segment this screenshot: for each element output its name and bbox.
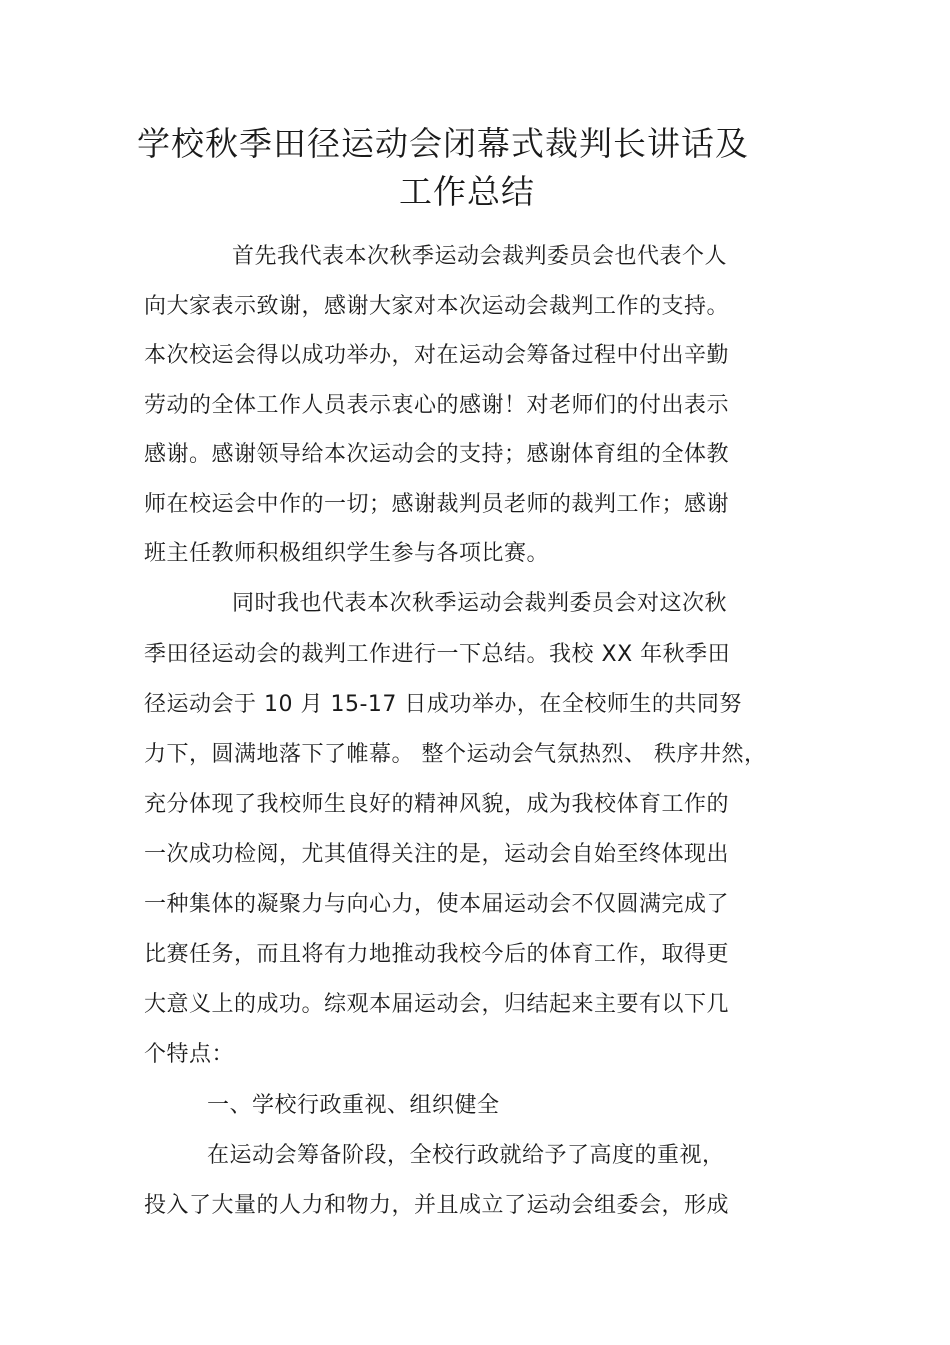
paragraph-2-line-3: 径运动会于 10 月 15-17 日成功举办，在全校师生的共同努 <box>144 692 742 717</box>
paragraph-1-line-5: 感谢。感谢领导给本次运动会的支持；感谢体育组的全体教 <box>144 442 730 467</box>
paragraph-1-line-6: 师在校运会中作的一切；感谢裁判员老师的裁判工作；感谢 <box>144 492 730 517</box>
paragraph-2-line-1: 同时我也代表本次秋季运动会裁判委员会对这次秋 <box>232 591 728 616</box>
paragraph-1-line-4: 劳动的全体工作人员表示衷心的感谢！对老师们的付出表示 <box>144 393 730 418</box>
paragraph-2-line-6: 一次成功检阅，尤其值得关注的是，运动会自始至终体现出 <box>144 842 730 867</box>
paragraph-1-line-1: 首先我代表本次秋季运动会裁判委员会也代表个人 <box>232 244 728 269</box>
paragraph-2-line-8: 比赛任务，而且将有力地推动我校今后的体育工作，取得更 <box>144 942 730 967</box>
paragraph-2-line-5: 充分体现了我校师生良好的精神风貌，成为我校体育工作的 <box>144 792 730 817</box>
paragraph-2-line-4: 力下，圆满地落下了帷幕。 整个运动会气氛热烈、 秩序井然， <box>144 742 767 767</box>
paragraph-1-line-3: 本次校运会得以成功举办，对在运动会筹备过程中付出辛勤 <box>144 343 730 368</box>
paragraph-2-line-7: 一种集体的凝聚力与向心力，使本届运动会不仅圆满完成了 <box>144 892 730 917</box>
paragraph-1-line-2: 向大家表示致谢，感谢大家对本次运动会裁判工作的支持。 <box>144 294 730 319</box>
paragraph-2-line-10: 个特点： <box>144 1042 235 1067</box>
document-title-line-1: 学校秋季田径运动会闭幕式裁判长讲话及 <box>137 124 749 163</box>
paragraph-1-line-7: 班主任教师积极组织学生参与各项比赛。 <box>144 541 550 566</box>
section-heading-1: 一、学校行政重视、组织健全 <box>207 1093 500 1118</box>
paragraph-2-line-9: 大意义上的成功。综观本届运动会，归结起来主要有以下几 <box>144 992 730 1017</box>
document-title-line-2: 工作总结 <box>399 172 535 211</box>
paragraph-3-line-1: 在运动会筹备阶段，全校行政就给予了高度的重视， <box>207 1143 725 1168</box>
paragraph-3-line-2: 投入了大量的人力和物力，并且成立了运动会组委会，形成 <box>144 1193 730 1218</box>
paragraph-2-line-2: 季田径运动会的裁判工作进行一下总结。我校 XX 年秋季田 <box>144 642 731 667</box>
